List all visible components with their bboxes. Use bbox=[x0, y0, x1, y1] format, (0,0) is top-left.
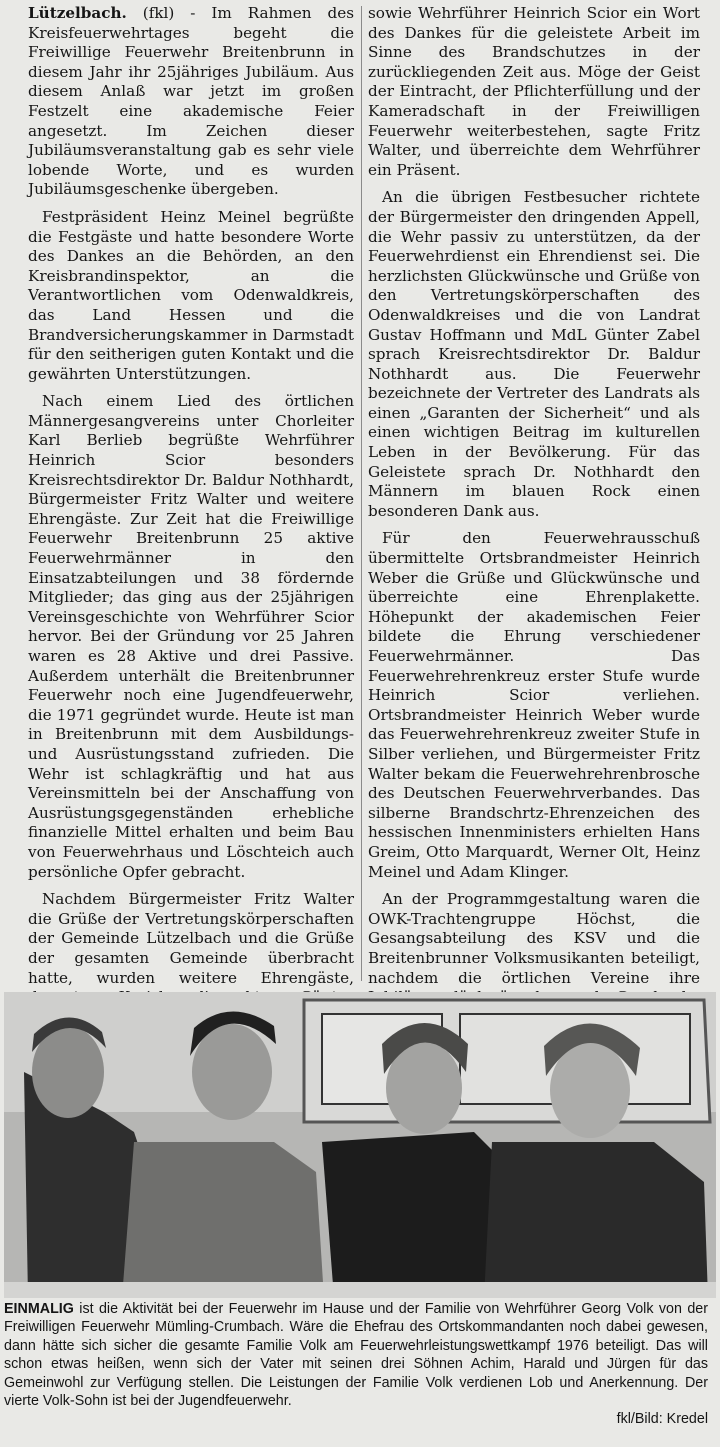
article-paragraph: Festpräsident Heinz Meinel begrüßte die Festgäste und hatte besondere Worte des Dankes an die Behörden, an den Kreisbrandinspektor, an die Verantwortlichen vom Odenwaldkreis, das Land Hessen und die Brandversicherungskammer in Darmstadt für den seitherigen guten Kontakt und die gewährten Unterstützungen. bbox=[28, 207, 354, 383]
family-photo-image bbox=[4, 992, 716, 1298]
article-paragraph-text: (fkl) - Im Rahmen des Kreisfeuerwehrtages begeht die Freiwillige Feuerwehr Breitenbrunn in diesem Jahr ihr 25jähriges Jubiläum. Aus diesem Anlaß war jetzt im großen Festzelt eine akademische Feier angesetzt. Im Zeichen dieser Jubiläumsveranstaltung gab es sehr viele lobende Worte, und es wurden Jubiläumsgeschenke übergeben. bbox=[28, 4, 354, 199]
column-divider bbox=[361, 6, 362, 981]
photo-credit: fkl/Bild: Kredel bbox=[616, 1411, 708, 1428]
caption-lead: EINMALIG bbox=[4, 1301, 74, 1317]
article-paragraph: Nach einem Lied des örtlichen Männergesangvereins unter Chorleiter Karl Berlieb begrüßte Wehrführer Heinrich Scior besonders Kreisrechtsdirektor Dr. Baldur Nothhardt, Bürgermeister Fritz Walter und weitere Ehrengäste. Zur Zeit hat die Freiwillige Feuerwehr Breitenbrunn 25 aktive Feuerwehrmänner in den Einsatzabteilungen und 38 fördernde Mitglieder; das ging aus der 25jährigen Vereinsgeschichte von Wehrführer Scior hervor. Bei der Gründung vor 25 Jahren waren es 28 Aktive und drei Passive. Außerdem unterhält die Breitenbrunner Feuerwehr noch eine Jugendfeuerwehr, die 1971 gegründet wurde. Heute ist man in Breitenbrunn mit dem Ausbildungs- und Ausrüstungsstand zufrieden. Die Wehr ist schlagkräftig und hat aus Vereinsmitteln bei der Anschaffung von Ausrüstungsgegenständen erhebliche finanzielle Mittel erhalten und beim Bau von Feuerwehrhaus und Löschteich auch persönliche Opfer gebracht. bbox=[28, 392, 354, 881]
article-paragraph bbox=[28, 4, 354, 200]
article-paragraph: An der Programmgestaltung waren die OWK-Trachtengruppe Höchst, die Gesangsabteilung des KSV und die Breitenbrunner Volksmusikanten beteiligt, nachdem die örtlichen Vereine ihre bbox=[368, 890, 700, 987]
article-paragraph: An die übrigen Festbesucher richtete der Bürgermeister den dringenden Appell, die Wehr passiv zu unterstützen, da der Feuerwehrdienst ein Ehrendienst sei. Die herzlichsten Glückwünsche und Grüße von den Vertretungskörperschaften des Odenwaldkreises und die von Landrat Gustav Hoffmann und MdL Günter Zabel sprach Kreisrechtsdirektor Dr. Baldur Nothhardt aus. Die Feuerwehr bezeichnete der Vertreter des Landrats als einen „Garanten der Sicherheit“ und als einen wichtigen Beitrag im kulturellen Leben in der Bevölkerung. Für das Geleistete sprach Dr. Nothhardt den Männern im blauen Rock einen besonderen Dank aus. bbox=[368, 188, 700, 520]
photo-caption bbox=[4, 1300, 708, 1429]
dateline: Lützelbach. bbox=[28, 4, 127, 22]
article-paragraph: Nachdem Bürgermeister Fritz Walter die Grüße der Vertretungskörperschaften der Gemeinde Lützelbach und die Grüße der gesamten Gemeinde überbracht hatte, wurden weitere Ehrengäste, bbox=[28, 890, 354, 987]
article-paragraph: Für den Feuerwehrausschuß übermittelte Ortsbrandmeister Heinrich Weber die Grüße und Glückwünsche und überreichte eine Ehrenplakette. Höhepunkt der akademischen Feier bildete die Ehrung verschiedener Feuerwehrmänner. Das Feuerwehrehrenkreuz erster Stufe wurde Heinrich Scior verliehen. Ortsbrandmeister Heinrich Weber wurde das Feuerwehrehrenkreuz zweiter Stufe in Silber verliehen, und Bürgermeister Fritz Walter bekam die Feuerwehrehrenbrosche des Deutschen Feuerwehrverbandes. Das silberne Brandschrtz-Ehrenzeichen des hessischen Innenministers erhielten Hans Greim, Otto Marquardt, Werner Olt, Heinz Meinel und Adam Klinger. bbox=[368, 529, 700, 881]
article-column-left bbox=[28, 4, 354, 1164]
family-photo bbox=[4, 992, 716, 1298]
article-paragraph: sowie Wehrführer Heinrich Scior ein Wort des Dankes für die geleistete Arbeit im Sinne des Brandschutzes in der zurückliegenden Zeit aus. Möge der Geist der Eintracht, der Pflichterfüllung und der Kameradschaft in der Freiwilligen Feuerwehr weiterbestehen, sagte Fritz Walter, und überreichte dem Wehrführer ein Präsent. bbox=[368, 4, 700, 179]
caption-text: ist die Aktivität bei der Feuerwehr im Hause und der Familie von Wehrführer Georg Volk von der Freiwilligen Feuerwehr Mümling-Crumbach. Wäre die Ehefrau des Ortskommandanten noch dabei gewesen, dann hätte sich sicher die gesamte Familie Volk am Feuerwehrleistungswettkampf 1976 beteiligt. Das will schon etwas heißen, wenn sich der Vater mit seinen drei Söhnen Achim, Harald und Jürgen für das Gemeinwohl zur Verfügung stellen. Die Leistungen der Familie Volk verdienen Lob und Anerkennung. Der vierte Volk-Sohn ist bei der Jugendfeuerwehr. bbox=[4, 1301, 708, 1410]
